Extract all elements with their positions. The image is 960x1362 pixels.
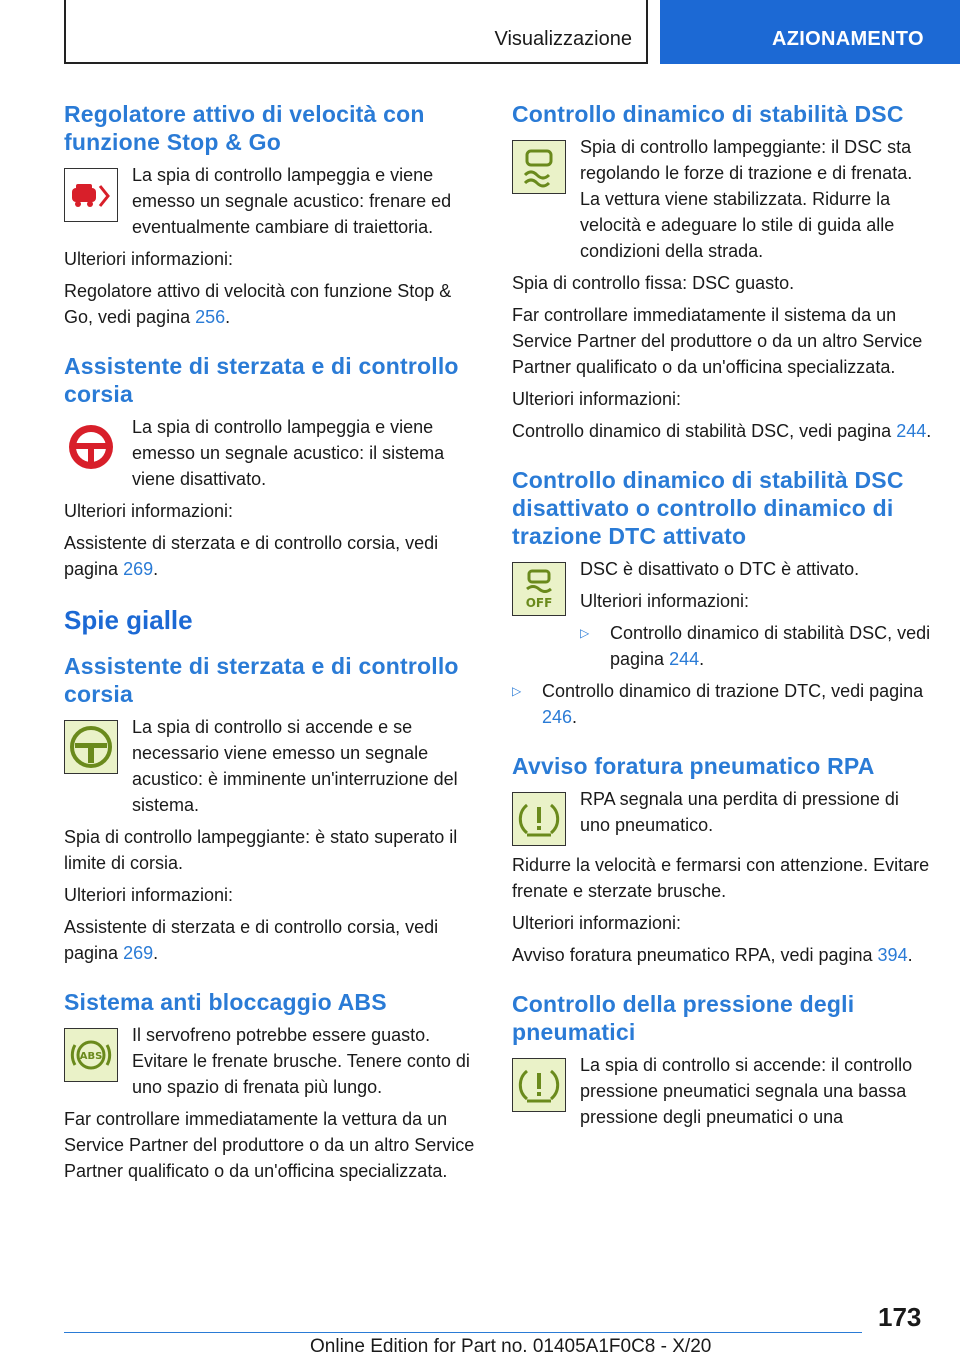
- section-title: Avviso foratura pneumatico RPA: [512, 753, 875, 779]
- reference-text: Assistente di sterzata e di controllo corsia, vedi pagina 269.: [64, 917, 439, 963]
- warning-text: Il servofreno potrebbe essere guasto. Evitare le frenate brusche. Tenere conto di uno spazio di frenata più lungo.: [132, 1025, 470, 1097]
- more-info-label: Ulteriori informazioni:: [64, 501, 234, 521]
- footer-divider: [64, 1332, 862, 1333]
- warning-text: DSC è disattivato o DTC è attivato.: [580, 559, 860, 579]
- page-link[interactable]: 269: [123, 943, 154, 963]
- page-number: 173: [878, 1302, 922, 1332]
- section-title: Assistente di sterzata e di controllo corsia: [64, 353, 459, 407]
- tire-pressure-icon: [512, 792, 566, 846]
- more-info-label: Ulteriori informazioni:: [580, 591, 750, 611]
- footer-edition: Online Edition for Part no. 01405A1F0C8 - X/20: [310, 1336, 712, 1357]
- page-link[interactable]: 244: [896, 421, 927, 441]
- steering-wheel-red-icon: [64, 420, 118, 474]
- dsc-icon: [512, 140, 566, 194]
- list-item: ▷ Controllo dinamico di trazione DTC, vedi pagina 246.: [512, 678, 932, 730]
- warning-text: Far controllare immediatamente il sistema da un Service Partner del produttore o da un altro Service Partner qualificato o da un'officina specializzata.: [512, 305, 923, 377]
- reference-text: Controllo dinamico di stabilità DSC, vedi pagina 244.: [512, 421, 932, 441]
- more-info-label: Ulteriori informazioni:: [512, 389, 682, 409]
- warning-text: Spia di controllo lampeggiante: è stato superato il limite di corsia.: [64, 827, 458, 873]
- more-info-label: Ulteriori informazioni:: [64, 885, 234, 905]
- header-left-box: [64, 0, 648, 64]
- warning-text: Spia di controllo fissa: DSC guasto.: [512, 273, 795, 293]
- page-link[interactable]: 244: [669, 649, 700, 669]
- section-title: Controllo dinamico di stabilità DSC: [512, 101, 904, 127]
- header-chapter-title: AZIONAMENTO: [772, 28, 924, 50]
- page-link[interactable]: 246: [542, 707, 573, 727]
- page-link[interactable]: 256: [195, 307, 226, 327]
- warning-block: [512, 134, 932, 264]
- warning-text: Spia di controllo lampeggiante: il DSC sta regolando le forze di trazione e di frenata. La vettura viene stabilizzata. Ridurre la velocità e adeguare lo stile di guida alle condizioni della strada.: [580, 137, 913, 261]
- section-title: Regolatore attivo di velocità con funzione Stop & Go: [64, 101, 425, 155]
- more-info-label: Ulteriori informazioni:: [64, 249, 234, 269]
- warning-text: Far controllare immediatamente la vettura da un Service Partner del produttore o da un altro Service Partner qualificato o da un'officina specializzata.: [64, 1109, 475, 1181]
- tire-pressure-icon: [512, 1058, 566, 1112]
- warning-block: [64, 714, 484, 818]
- warning-block: [512, 1052, 932, 1130]
- dsc-off-icon: [512, 562, 566, 616]
- bullet-triangle-icon: ▷: [512, 684, 522, 698]
- warning-block: [64, 162, 484, 240]
- warning-text: La spia di controllo si accende e se necessario viene emesso un segnale acustico: è imminente un'interruzione del sistema.: [132, 717, 458, 815]
- warning-block: [64, 1022, 484, 1100]
- warning-text: RPA segnala una perdita di pressione di uno pneumatico.: [580, 789, 899, 835]
- more-info-label: Ulteriori informazioni:: [512, 913, 682, 933]
- list-item: ▷ Controllo dinamico di stabilità DSC, vedi pagina 244.: [580, 620, 932, 672]
- section-title: Sistema anti bloccaggio ABS: [64, 989, 387, 1015]
- warning-block: [512, 556, 932, 672]
- warning-block: [64, 414, 484, 492]
- warning-text: La spia di controllo si accende: il controllo pressione pneumatici segnala una bassa pressione degli pneumatici o una: [580, 1055, 913, 1127]
- cruise-control-warning-icon: [64, 168, 118, 222]
- steering-wheel-yellow-icon: [64, 720, 118, 774]
- header-chapter-box: [660, 0, 960, 64]
- left-column: [64, 100, 484, 1184]
- svg-text:OFF: OFF: [525, 596, 553, 610]
- warning-text: La spia di controllo lampeggia e viene emesso un segnale acustico: frenare ed eventualmente cambiare di traiettoria.: [132, 165, 452, 237]
- section-title: Assistente di sterzata e di controllo corsia: [64, 653, 459, 707]
- header-section-title: Visualizzazione: [494, 28, 632, 50]
- right-column: [512, 100, 932, 1130]
- reference-text: Regolatore attivo di velocità con funzione Stop & Go, vedi pagina 256.: [64, 281, 452, 327]
- page-link[interactable]: 269: [123, 559, 154, 579]
- svg-text:ABS: ABS: [79, 1051, 103, 1062]
- section-title: Controllo della pressione degli pneumatici: [512, 991, 855, 1045]
- chapter-heading: Spie gialle: [64, 605, 193, 635]
- reference-text: Assistente di sterzata e di controllo corsia, vedi pagina 269.: [64, 533, 439, 579]
- page-link[interactable]: 394: [877, 945, 908, 965]
- section-title: Controllo dinamico di stabilità DSC disattivato o controllo dinamico di trazione DTC attivato: [512, 467, 904, 549]
- abs-icon: [64, 1028, 118, 1082]
- warning-text: Ridurre la velocità e fermarsi con attenzione. Evitare frenate e sterzate brusche.: [512, 855, 930, 901]
- warning-block: [512, 786, 932, 846]
- warning-text: La spia di controllo lampeggia e viene emesso un segnale acustico: il sistema viene disattivato.: [132, 417, 445, 489]
- bullet-triangle-icon: ▷: [580, 626, 590, 640]
- reference-text: Avviso foratura pneumatico RPA, vedi pagina 394.: [512, 945, 913, 965]
